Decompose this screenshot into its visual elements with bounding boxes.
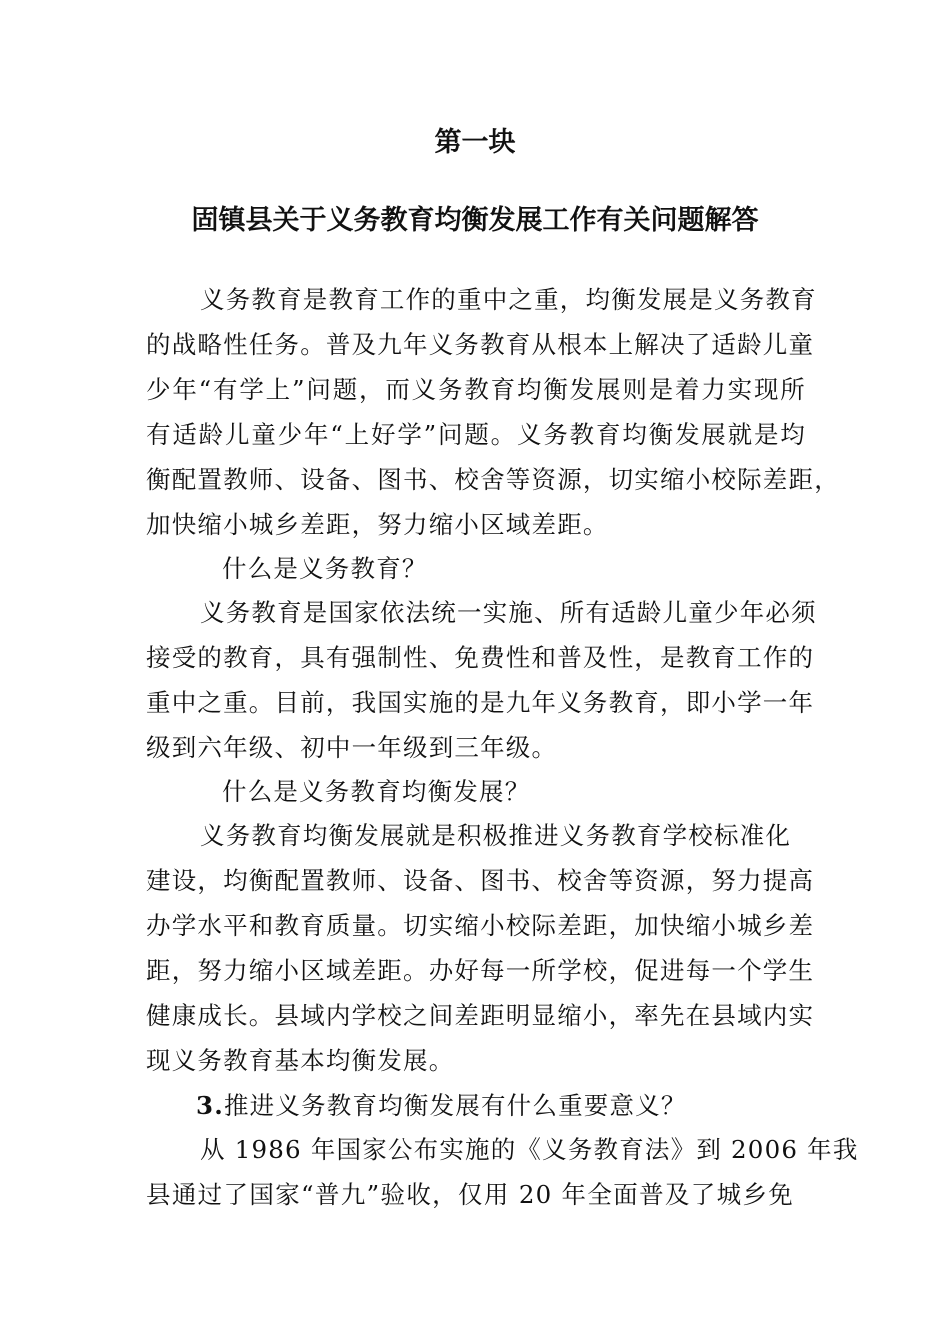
paragraph-line: 办学水平和教育质量。切实缩小校际差距，加快缩小城乡差 <box>146 911 815 940</box>
paragraph-line: 加快缩小城乡差距，努力缩小区域差距。 <box>146 510 609 539</box>
paragraph-line: 接受的教育，具有强制性、免费性和普及性，是教育工作的 <box>146 643 815 672</box>
paragraph-line: 义务教育均衡发展就是积极推进义务教育学校标准化 <box>200 821 792 850</box>
question-text: 推进义务教育均衡发展有什么重要意义？ <box>223 1091 687 1120</box>
document-title: 固镇县关于义务教育均衡发展工作有关问题解答 <box>191 205 759 236</box>
paragraph-line: 少年“有学上”问题，而义务教育均衡发展则是着力实现所 <box>146 375 806 404</box>
question-heading: 什么是义务教育？ <box>222 554 428 583</box>
paragraph-line: 县通过了国家“普九”验收，仅用 20 年全面普及了城乡免 <box>146 1180 794 1209</box>
paragraph-line: 重中之重。目前，我国实施的是九年义务教育，即小学一年 <box>146 688 815 717</box>
paragraph-line: 建设，均衡配置教师、设备、图书、校舍等资源，努力提高 <box>146 866 815 895</box>
paragraph-line: 从 1986 年国家公布实施的《义务教育法》到 2006 年我 <box>200 1135 859 1164</box>
paragraph-line: 衡配置教师、设备、图书、校舍等资源，切实缩小校际差距， <box>146 465 840 494</box>
paragraph-line: 现义务教育基本均衡发展。 <box>146 1046 455 1075</box>
question-heading: 什么是义务教育均衡发展？ <box>222 777 531 806</box>
paragraph-line: 义务教育是国家依法统一实施、所有适龄儿童少年必须 <box>200 598 817 627</box>
paragraph-line: 距，努力缩小区域差距。办好每一所学校，促进每一个学生 <box>146 956 815 985</box>
question-number: 3. <box>196 1091 224 1120</box>
paragraph-line: 级到六年级、初中一年级到三年级。 <box>146 733 558 762</box>
paragraph-line: 义务教育是教育工作的重中之重，均衡发展是义务教育 <box>200 285 817 314</box>
paragraph-line: 健康成长。县域内学校之间差距明显缩小，率先在县域内实 <box>146 1001 815 1030</box>
paragraph-line: 的战略性任务。普及九年义务教育从根本上解决了适龄儿童 <box>146 330 815 359</box>
paragraph-line: 有适龄儿童少年“上好学”问题。义务教育均衡发展就是均 <box>146 420 806 449</box>
block-title: 第一块 <box>434 127 516 158</box>
question-heading <box>196 1091 806 1121</box>
